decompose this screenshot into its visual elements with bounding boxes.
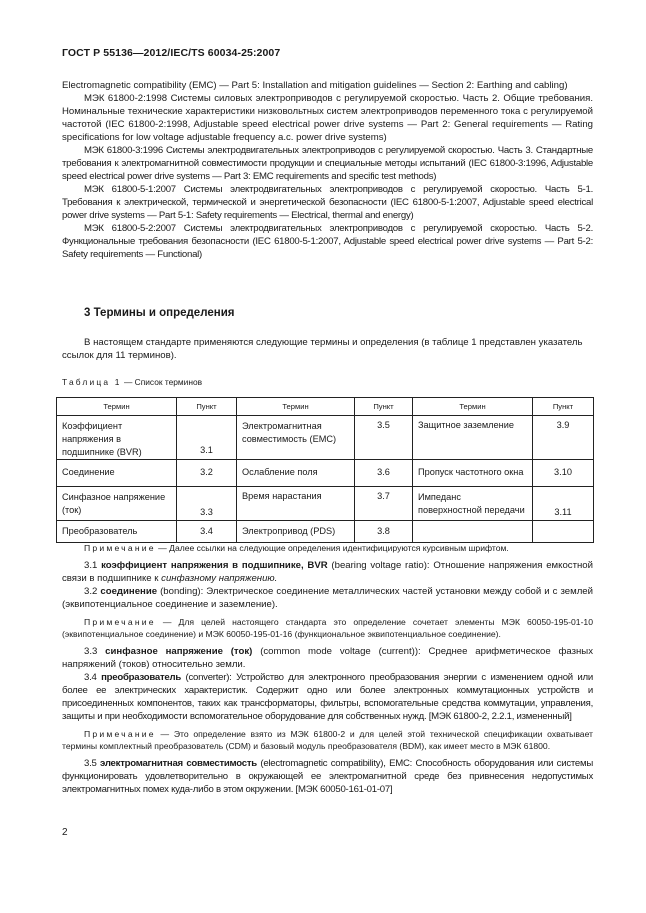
table-cell: 3.10 [533, 460, 594, 487]
note-label: Примечание [84, 729, 156, 739]
table-row [57, 487, 594, 521]
definitions [62, 542, 593, 796]
definition-italic: синфазному напряжению. [161, 573, 278, 584]
definition-term: преобразователь [101, 672, 181, 683]
table-cell: 3.3 [177, 487, 237, 521]
table-cell: 3.9 [533, 416, 594, 460]
table-cell: Ослабление поля [237, 460, 355, 487]
table-cell: Электромагнитная совместимость (ЕМС) [237, 416, 355, 460]
table-header: Термин [413, 398, 533, 416]
table-cell: 3.1 [177, 416, 237, 460]
table-caption-text: — Список терминов [121, 377, 203, 387]
ref-paragraph: МЭК 61800-5-2:2007 Системы электродвигательных электроприводов с регулируемой скоростью. Часть 5-2. Функциональные требования безопасности (IEC 61800-5-1:2007, Adjustable speed electrical power drive systems — Part 5-2: Safety requirements — Functional) [62, 223, 593, 260]
definition-3-2 [62, 585, 593, 611]
table-cell: 3.5 [355, 416, 413, 460]
definition-number: 3.5 [84, 758, 101, 769]
ref-paragraph: Electromagnetic compatibility (EMC) — Part 5: Installation and mitigation guidelines — Section 2: Earthing and cabling) [62, 80, 568, 91]
table-cell: 3.11 [533, 487, 594, 521]
definition-3-1 [62, 559, 593, 585]
table-header: Пункт [355, 398, 413, 416]
table-header-row [57, 398, 594, 416]
table-row [57, 521, 594, 543]
terms-table [56, 397, 594, 543]
ref-paragraph: МЭК 61800-2:1998 Системы силовых электроприводов с регулируемой скоростью. Часть 2. Общие требования. Номинальные технические характеристики низковольтных систем электроприводов переменного тока с регулируемой частотой (IEC 61800-2:1998, Adjustable speed electrical power drive systems — Part 2: General requirements — Rating specifications for low voltage adjustable frequency a.c. power drive systems) [62, 93, 593, 143]
table-cell: 3.4 [177, 521, 237, 543]
table-header: Термин [57, 398, 177, 416]
page-number: 2 [62, 827, 68, 838]
definition-term: электромагнитная совместимость [100, 758, 257, 769]
definition-text: (bonding): Электрическое соединение металлических частей установки между собой и с землей (эквипотенциальное соединение и заземление). [62, 586, 593, 610]
definition-text: (electromagnetic compatibility), ЕМС: Способность оборудования или системы функционировать удовлетворительно в окружающей ее электромагнитной среде без привнесения недопустимых электромагнитных помех куда-либо в этом окружении. [МЭК 60050-161-01-07] [62, 758, 593, 795]
note [62, 616, 593, 640]
definition-number: 3.3 [84, 646, 106, 657]
table-cell: 3.6 [355, 460, 413, 487]
table-cell: Преобразователь [57, 521, 177, 543]
table-cell: Импеданс поверхностной передачи [413, 487, 533, 521]
table-cell [413, 521, 533, 543]
ref-paragraph: МЭК 61800-3:1996 Системы электродвигательных электроприводов с регулируемой скоростью. Часть 3. Стандартные требования к электромагнитной совместимости продукции и специальные методы испытаний (IEC 61800-3:1996, Adjustable speed electrical power drive systems — Part 3: EMC requirements and specific test methods) [62, 145, 593, 182]
table-header: Термин [237, 398, 355, 416]
definition-text: (common mode voltage (current)): Среднее арифметическое фазных напряжений (токов) относительно земли. [62, 646, 594, 670]
table-cell: Пропуск частотного окна [413, 460, 533, 487]
note-label: Примечание [84, 617, 156, 627]
note [62, 542, 593, 554]
note-text: — Далее ссылки на следующие определения идентифицируются курсивным шрифтом. [155, 543, 509, 553]
definition-3-4 [62, 671, 593, 723]
definition-number: 3.1 [84, 560, 102, 571]
definition-term: синфазное напряжение (ток) [105, 646, 253, 657]
table-header: Пункт [177, 398, 237, 416]
table-caption-label: Таблица 1 [62, 377, 122, 387]
table-cell: Соединение [57, 460, 177, 487]
normative-references [62, 79, 593, 261]
definition-number: 3.2 [84, 586, 101, 597]
definition-term: коэффициент напряжения в подшипнике, BVR [101, 560, 328, 571]
definition-3-5 [62, 757, 593, 796]
definition-text: (converter): Устройство для электронного преобразования энергии с изменением одной или более ее электрических характеристик. Содержит одно или более электронных коммутационных устройств и присоединенных компонентов, таких как трансформаторы, фильтры, вспомогательные средства коммутации, управления, защиты и при необходимости вспомогательное оборудование для собственных нужд. [МЭК 61800-2, 2.2.1, измененный] [62, 672, 593, 722]
table-cell: Электропривод (PDS) [237, 521, 355, 543]
table-row [57, 460, 594, 487]
note-text: — Для целей настоящего стандарта это определение сочетает элементы МЭК 60050-195-01-10 (эквипотенциальное соединение) и МЭК 60050-195-01-16 (функциональное эквипотенциальное соединение). [62, 617, 593, 639]
table-cell: Коэффициент напряжения в подшипнике (BVR) [57, 416, 177, 460]
definition-term: соединение [100, 586, 158, 597]
table-cell: Время нарастания [237, 487, 355, 521]
standard-header: ГОСТ Р 55136—2012/IEC/TS 60034-25:2007 [62, 47, 281, 59]
definition-number: 3.4 [84, 672, 102, 683]
table-cell: Синфазное напряжение (ток) [57, 487, 177, 521]
table-caption [62, 377, 202, 387]
table-cell: 3.8 [355, 521, 413, 543]
table-header: Пункт [533, 398, 594, 416]
table-cell [533, 521, 594, 543]
definition-text: (bearing voltage ratio): Отношение напряжения емкостной связи в подшипнике к [62, 560, 593, 584]
note [62, 728, 593, 752]
note-label: Примечание [84, 543, 156, 553]
definition-3-3 [62, 645, 593, 671]
note-text: — Это определение взято из МЭК 61800-2 и для целей этой технической спецификации охватывает термины комплектный преобразователь (CDM) и базовый модуль преобразователя (BDM), как имеет место в МЭК 61800. [62, 729, 593, 751]
table-cell: 3.2 [177, 460, 237, 487]
ref-paragraph: МЭК 61800-5-1:2007 Системы электродвигательных электроприводов с регулируемой скоростью. Часть 5-1. Требования к электрической, термической и энергетической безопасности (IEC 61800-5-1:2007, Adjustable speed electrical power drive systems — Part 5-1: Safety requirements — Electrical, thermal and energy) [62, 184, 593, 221]
section-heading: 3 Термины и определения [84, 307, 235, 319]
table-cell: Защитное заземление [413, 416, 533, 460]
table-cell: 3.7 [355, 487, 413, 521]
section-intro: В настоящем стандарте применяются следующие термины и определения (в таблице 1 представлен указатель ссылок для 11 терминов). [62, 337, 583, 361]
table-row [57, 416, 594, 460]
